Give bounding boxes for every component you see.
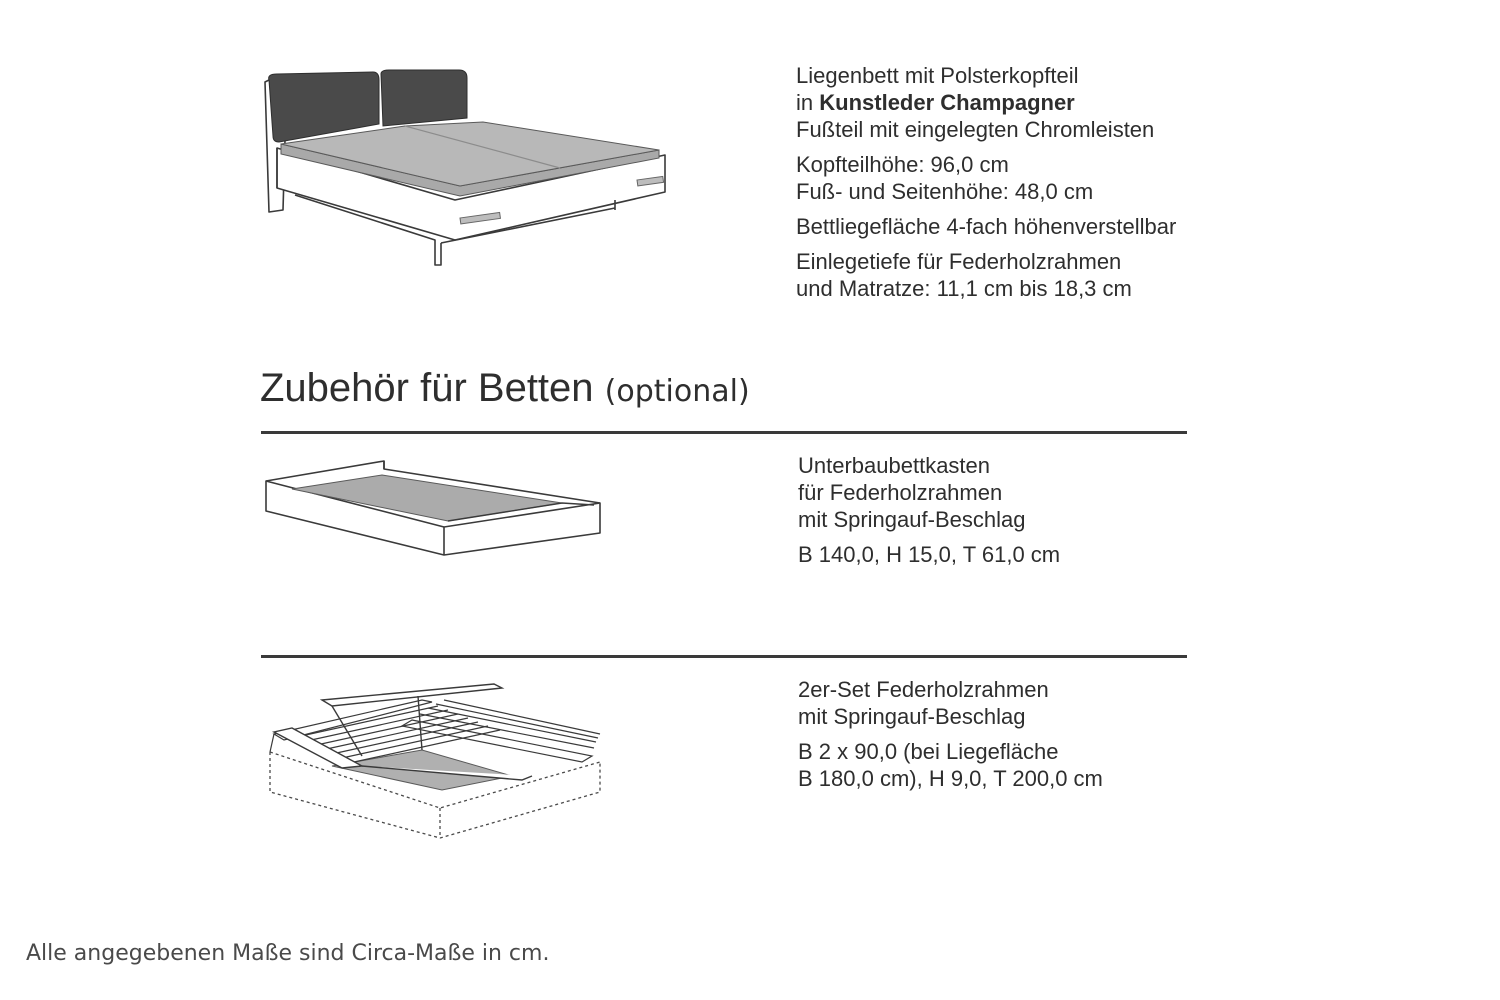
accessories-heading xyxy=(260,366,750,411)
drawer-line-1: Unterbaubettkasten xyxy=(798,453,991,478)
bed-line-2 xyxy=(796,89,1176,116)
accessories-optional: (optional) xyxy=(604,374,750,409)
slatted-line-1: 2er-Set Federholzrahmen xyxy=(798,677,1049,702)
slatted-frame-illustration xyxy=(262,680,607,840)
bed-illustration xyxy=(255,60,685,275)
bed-line-8: und Matratze: 11,1 cm bis 18,3 cm xyxy=(796,276,1132,301)
slatted-line-4: B 180,0 cm), H 9,0, T 200,0 cm xyxy=(798,766,1103,791)
accessories-title: Zubehör für Betten xyxy=(260,366,594,410)
bed-line-2-prefix: in xyxy=(796,90,820,115)
drawer-line-2: für Federholzrahmen xyxy=(798,480,1003,505)
drawer-description xyxy=(798,452,1060,568)
drawer-line-3: mit Springauf-Beschlag xyxy=(798,507,1026,532)
bed-description xyxy=(796,62,1176,302)
divider-top xyxy=(261,431,1187,434)
bed-line-3: Fußteil mit eingelegten Chromleisten xyxy=(796,117,1155,142)
bed-line-7: Einlegetiefe für Federholzrahmen xyxy=(796,249,1122,274)
divider-bottom xyxy=(261,655,1187,658)
bed-line-5: Fuß- und Seitenhöhe: 48,0 cm xyxy=(796,179,1094,204)
bed-line-6: Bettliegefläche 4-fach höhenverstellbar xyxy=(796,214,1177,239)
drawer-dimensions: B 140,0, H 15,0, T 61,0 cm xyxy=(798,542,1061,567)
footer-note: Alle angegebenen Maße sind Circa-Maße in cm. xyxy=(26,941,550,966)
slatted-description xyxy=(798,676,1103,792)
bed-material: Kunstleder Champagner xyxy=(819,90,1075,115)
bed-line-4: Kopfteilhöhe: 96,0 cm xyxy=(796,152,1009,177)
slatted-line-3: B 2 x 90,0 (bei Liegefläche xyxy=(798,739,1059,764)
bed-line-1: Liegenbett mit Polsterkopfteil xyxy=(796,63,1079,88)
slatted-line-2: mit Springauf-Beschlag xyxy=(798,704,1026,729)
drawer-illustration xyxy=(262,455,607,565)
